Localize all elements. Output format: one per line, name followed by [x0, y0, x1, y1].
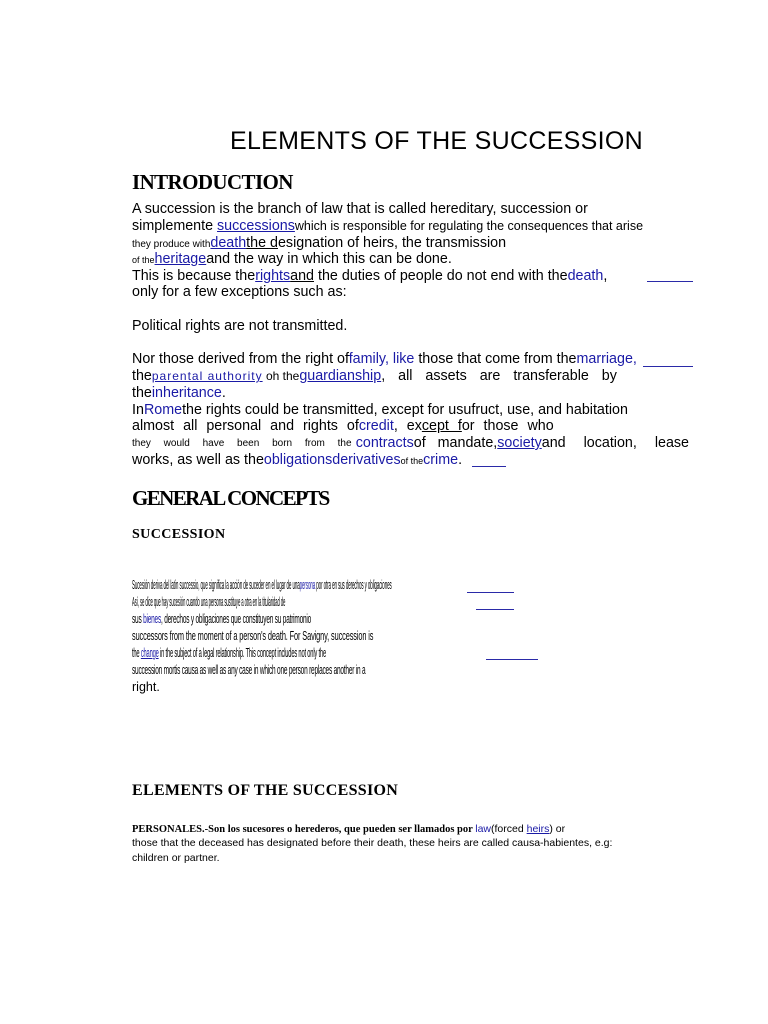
change-link[interactable]: change — [140, 646, 159, 660]
intro-line-1 — [132, 201, 689, 218]
heritage-link[interactable]: heritage — [154, 251, 207, 267]
personales-text: (forced — [491, 823, 527, 835]
blank-underline — [643, 366, 693, 367]
personales-line-1 — [132, 822, 565, 837]
intro-line-5 — [132, 268, 689, 285]
intro-text: which is responsible for regulating the consequences that arise — [294, 219, 644, 233]
succession-line-7: right. — [132, 680, 160, 694]
intro-line-4 — [132, 251, 532, 269]
intro-line-8 — [132, 368, 632, 385]
intro-text: , — [603, 268, 608, 284]
death-link-2[interactable]: death — [567, 268, 604, 284]
intro-text: simplemente — [132, 218, 218, 234]
inheritance-link[interactable]: inheritance — [151, 385, 222, 401]
succession-text: in the subject of a legal relationship. This concept includes not only the — [158, 646, 326, 660]
credit-link[interactable]: credit — [358, 418, 394, 434]
intro-text: of mandate, — [413, 435, 498, 451]
family-link[interactable]: family, like — [348, 351, 415, 367]
intro-text: cept f — [421, 418, 462, 434]
succession-line-5 — [132, 645, 326, 662]
intro-text: . — [458, 452, 463, 468]
personales-line-2: those that the deceased has designated before their death, these heirs are called causa-habientes, e.g: — [132, 837, 613, 849]
intro-text: they produce with — [132, 239, 211, 250]
succession-line-6: succession mortis causa as well as any case in which one person replaces another in a — [132, 663, 366, 677]
succession-text: the — [132, 646, 141, 660]
intro-text: This is because the — [132, 268, 256, 284]
blank-underline — [647, 281, 693, 282]
intro-text: and — [290, 268, 315, 284]
rome-link[interactable]: Rome — [143, 402, 183, 418]
marriage-link[interactable]: marriage, — [576, 351, 637, 367]
intro-text: they would have been born from the — [132, 438, 352, 449]
personales-text: ) or — [549, 823, 566, 835]
succession-line-2 — [132, 594, 285, 611]
intro-text: , ex — [393, 418, 422, 434]
rights-link[interactable]: rights — [255, 268, 291, 284]
intro-text: those that come from the — [414, 351, 577, 367]
intro-text: , all assets are transferable by — [381, 368, 617, 384]
personales-text: PERSONALES.-Son los sucesores o herederos, que pueden ser llamados por — [132, 824, 476, 835]
intro-text: and the way in which this can be done. — [206, 251, 452, 267]
intro-paragraph-2: Political rights are not transmitted. — [132, 318, 348, 334]
intro-line-13 — [132, 452, 689, 470]
elements-heading: ELEMENTS OF THE SUCCESSION — [132, 782, 399, 799]
crime-link[interactable]: crime — [423, 452, 459, 468]
intro-line-7 — [132, 351, 689, 368]
succession-subheading: SUCCESSION — [132, 527, 226, 542]
intro-text: of the — [400, 456, 424, 466]
succession-text: por otra en sus derechos y obligaciones — [315, 578, 392, 592]
intro-text: A succession is the branch of law that is called hereditary, succession or — [132, 201, 588, 217]
law-link[interactable]: law — [475, 823, 492, 835]
derivatives-link[interactable]: derivatives — [332, 452, 401, 468]
heirs-link[interactable]: heirs — [526, 823, 550, 835]
succession-text: Sucesión deriva del latín successio, que significa la acción de suceder en el lugar de una — [132, 578, 300, 592]
guardianship-link[interactable]: guardianship — [299, 368, 382, 384]
intro-text: almost all personal and rights of — [132, 418, 359, 434]
succession-text: Así, se dice que hay sucesión cuando una persona sustituye a otra en la titularidad de — [132, 595, 286, 609]
intro-text: the rights could be transmitted, except for usufruct, use, and habitation — [182, 402, 628, 418]
death-link[interactable]: death — [210, 235, 247, 251]
succession-text: sus — [132, 612, 144, 626]
obligations-link[interactable]: obligations — [263, 452, 333, 468]
intro-text: In — [132, 402, 144, 418]
succession-text: , derechos y obligaciones que constituyen su patrimonio — [160, 612, 312, 626]
intro-line-12 — [132, 435, 689, 452]
intro-line-11 — [132, 418, 592, 435]
introduction-heading: INTRODUCTION — [132, 170, 293, 194]
successions-link[interactable]: successions — [217, 218, 295, 234]
intro-text: or those who — [461, 418, 554, 434]
intro-line-9 — [132, 385, 689, 402]
intro-text: the — [132, 385, 152, 401]
document-title: ELEMENTS OF THE SUCCESSION — [230, 127, 643, 155]
personales-line-3: children or partner. — [132, 852, 220, 864]
intro-text: of the — [132, 255, 155, 265]
intro-text: the duties of people do not end with the — [314, 268, 568, 284]
intro-text: esignation of heirs, the transmission — [277, 235, 507, 251]
blank-underline — [472, 466, 506, 467]
parental-authority-link[interactable]: parental authority — [151, 369, 263, 383]
intro-text: Nor those derived from the right of — [132, 351, 349, 367]
succession-line-3 — [132, 611, 311, 628]
succession-line-1 — [132, 577, 392, 594]
intro-text: oh the — [262, 369, 300, 383]
general-concepts-heading: GENERAL CONCEPTS — [132, 486, 329, 510]
intro-text: . — [221, 385, 226, 401]
bienes-link[interactable]: bienes — [143, 612, 161, 626]
intro-line-6: only for a few exceptions such as: — [132, 284, 347, 300]
blank-underline — [467, 592, 514, 593]
society-link[interactable]: society — [497, 435, 542, 451]
contracts-link[interactable]: contracts — [355, 435, 414, 451]
succession-line-4: successors from the moment of a person's death. For Savigny, succession is — [132, 629, 374, 643]
blank-underline — [486, 659, 538, 660]
persona-link[interactable]: persona — [299, 578, 316, 592]
intro-text: and location, lease — [541, 435, 689, 451]
intro-line-10 — [132, 402, 689, 419]
intro-text: the d — [246, 235, 278, 251]
blank-underline — [476, 609, 514, 610]
intro-text: works, as well as the — [132, 452, 264, 468]
intro-line-2 — [132, 218, 689, 235]
intro-text: the — [132, 368, 152, 384]
